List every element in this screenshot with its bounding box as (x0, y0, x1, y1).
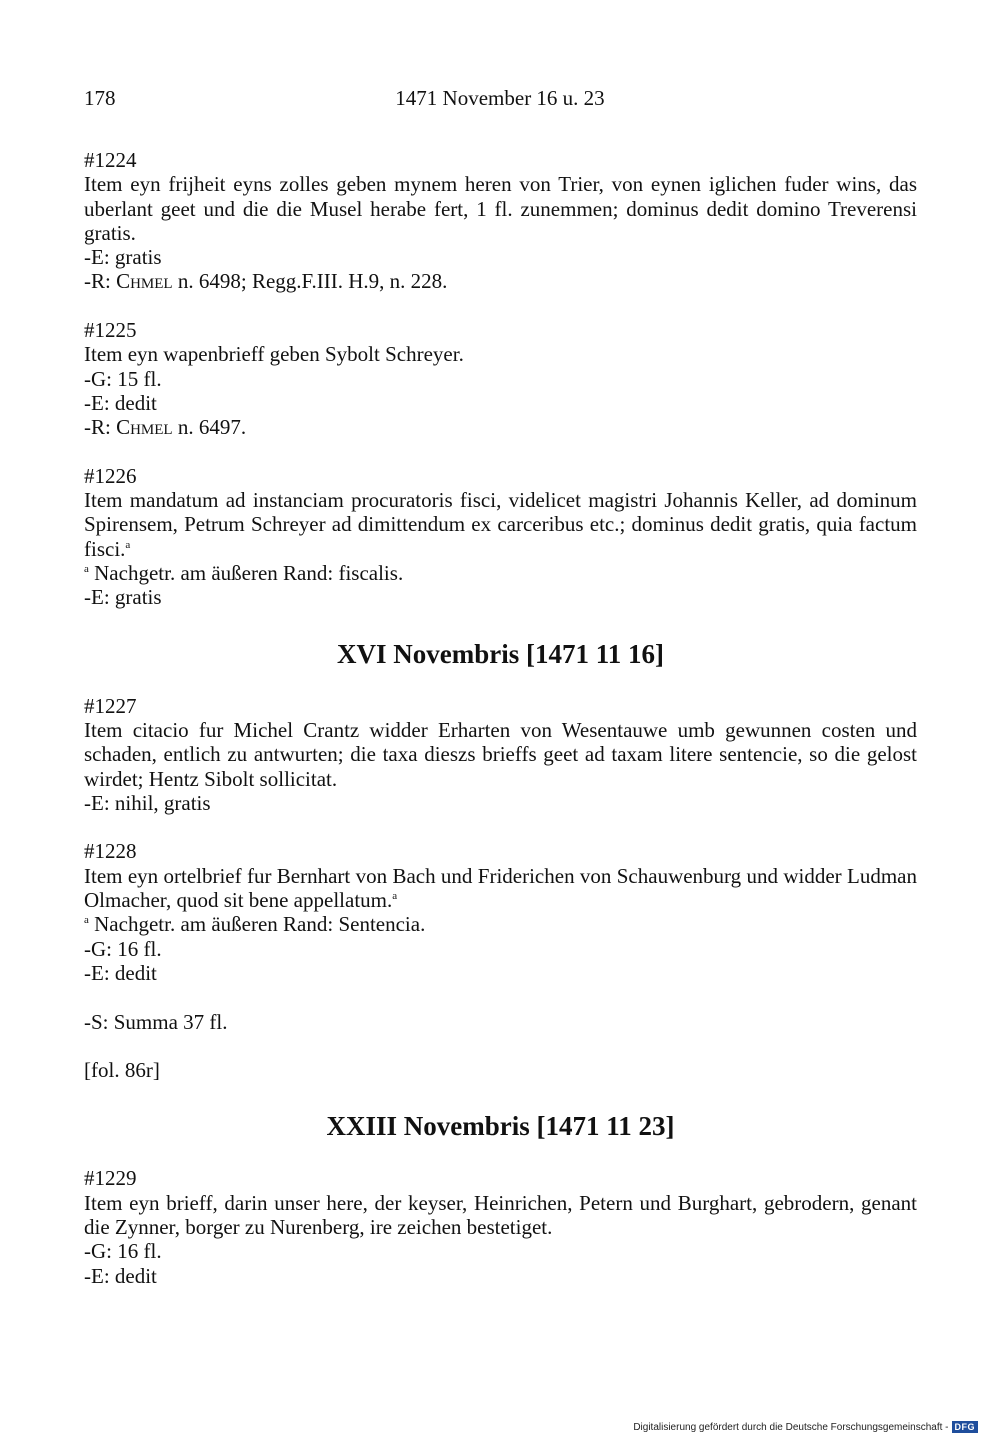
entry-1228 (84, 839, 917, 985)
entry-line: -E: gratis (84, 245, 162, 270)
entry-text: Item citacio fur Michel Crantz widder Erharten von Wesentauwe umb gewunnen costen und schaden, entlich zu antwurten; die taxa dieszs brieffs geet ad taxam litere sentencie, so die gelost wirdet; Hentz Sibolt sollicitat. (84, 717, 917, 791)
footnote-marker: a (125, 538, 131, 551)
entry-1226 (84, 464, 917, 610)
entry-number: #1224 (84, 148, 137, 172)
entry-line: -G: 16 fl. (84, 1239, 162, 1264)
footnote-text: Nachgetr. am äußeren Rand: Sentencia. (88, 912, 426, 937)
entry-1227 (84, 694, 917, 815)
entry-line: -E: gratis (84, 585, 162, 610)
entry-number: #1226 (84, 463, 137, 488)
entry-line: -G: 16 fl. (84, 936, 162, 961)
footnote-marker: a (84, 563, 89, 576)
footnote-marker: a (84, 914, 89, 927)
running-title: 1471 November 16 u. 23 (395, 86, 605, 110)
ref-author: Chmel (116, 415, 173, 440)
footnote-text: Nachgetr. am äußeren Rand: fiscalis. (88, 561, 404, 586)
entry-number: #1225 (84, 318, 137, 343)
digitization-credit (633, 1421, 978, 1433)
page-header (84, 86, 916, 116)
entry-line: -E: dedit (84, 960, 157, 985)
page-number: 178 (84, 86, 116, 110)
entry-text: Item eyn wapenbrieff geben Sybolt Schreyer. (84, 342, 464, 367)
ref-rest: n. 6497. (172, 415, 247, 440)
entry-line: -E: dedit (84, 1263, 157, 1288)
entry-line: -E: nihil, gratis (84, 790, 211, 815)
credit-text: Digitalisierung gefördert durch die Deutsche Forschungsgemeinschaft - (633, 1422, 949, 1433)
entry-line: -E: dedit (84, 390, 157, 415)
ref-prefix: -R: (84, 269, 117, 294)
ref-rest: n. 6498; Regg.F.III. H.9, n. 228. (172, 269, 448, 294)
entry-text: Item mandatum ad instanciam procuratoris fisci, videlicet magistri Johannis Keller, ad dominum Spirensem, Petrum Schreyer ad dimittendum ex carceribus etc.; dominus dedit gratis, quia factum fisci. (84, 488, 917, 561)
ref-author: Chmel (116, 269, 173, 294)
entry-1229 (84, 1166, 917, 1287)
entry-1225 (84, 318, 917, 439)
entry-line: -G: 15 fl. (84, 366, 162, 391)
folio-marker: [fol. 86r] (84, 1058, 160, 1083)
entry-number: #1229 (84, 1166, 137, 1191)
footnote (84, 561, 917, 585)
entry-text-container (84, 864, 917, 913)
entry-text-container (84, 488, 917, 561)
entry-reference (84, 269, 917, 293)
entry-text: Item eyn brieff, darin unser here, der keyser, Heinrichen, Petern und Burghart, gebrodern, genant die Zynner, borger zu Nurenberg, ire zeichen bestetiget. (84, 1190, 917, 1239)
summa-line: -S: Summa 37 fl. (84, 1009, 228, 1034)
footnote (84, 912, 917, 936)
entry-text: Item eyn ortelbrief fur Bernhart von Bach und Friderichen von Schauwenburg und widder Ludman Olmacher, quod sit bene appellatum. (84, 863, 917, 913)
page-content (84, 148, 917, 1312)
section-heading-xvi-novembris: XVI Novembris [1471 11 16] (337, 638, 664, 669)
section-heading-xxiii-novembris: XXIII Novembris [1471 11 23] (326, 1111, 675, 1142)
entry-number: #1227 (84, 693, 137, 718)
entry-text: Item eyn frijheit eyns zolles geben mynem heren von Trier, von eynen iglichen fuder wins, das uberlant geet und die die Musel herabe fert, 1 fl. zunemmen; dominus dedit domino Treverensi gratis. (84, 172, 917, 245)
entry-1224 (84, 148, 917, 294)
entry-reference (84, 415, 917, 439)
ref-prefix: -R: (84, 415, 117, 440)
entry-number: #1228 (84, 839, 137, 864)
footnote-marker: a (392, 890, 398, 903)
dfg-logo: DFG (952, 1421, 979, 1433)
